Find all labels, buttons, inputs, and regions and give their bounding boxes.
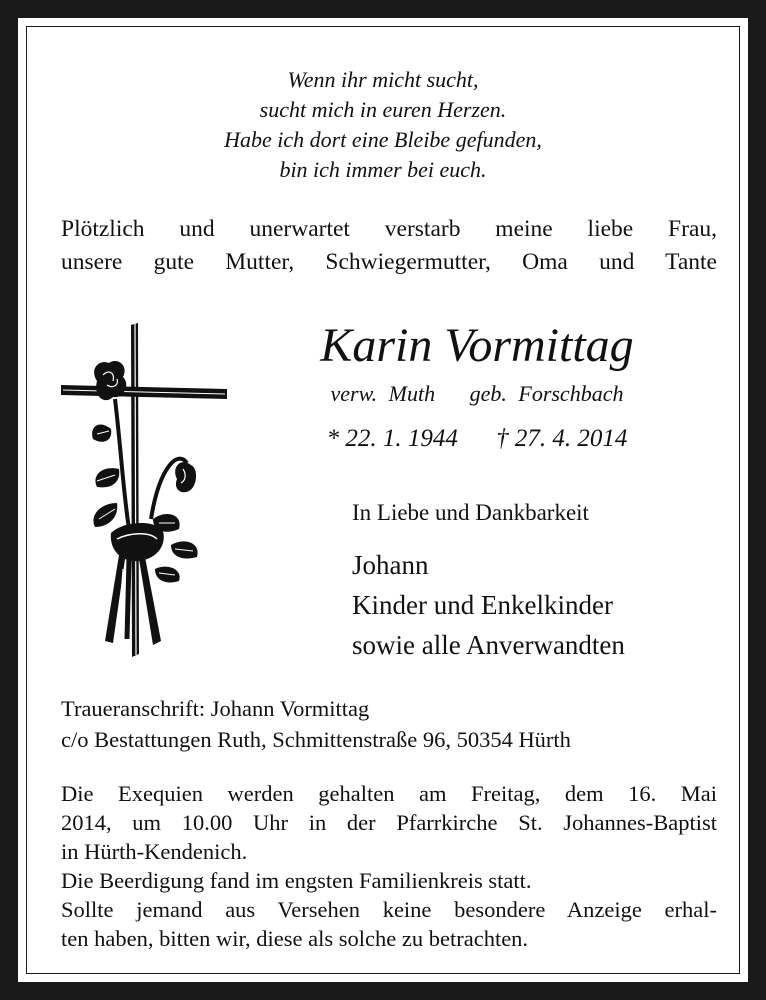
footer-line: ten haben, bitten wir, diese als solche zu betrachten. [61,926,529,951]
address-line: c/o Bestattungen Ruth, Schmittenstraße 96, 50354 Hürth [61,727,571,752]
poem-line: Wenn ihr micht sucht, [287,67,479,92]
deceased-name: Karin Vormittag [320,319,634,372]
intro-line: unsere gute Mutter, Schwiegermutter, Oma und Tante [61,249,717,275]
widowed-name: verw. Muth [330,381,436,406]
mourning-address [61,693,717,755]
intro-line: Plötzlich und unerwartet verstarb meine liebe Frau, [61,216,717,242]
maiden-names [257,379,697,409]
life-dates [257,422,697,456]
address-line: Traueranschrift: Johann Vormittag [61,696,370,721]
footer-line: Sollte jemand aus Versehen keine besondere Anzeige erhal- [61,897,717,922]
mourners-list [352,545,625,665]
birth-name: geb. Forschbach [469,381,624,406]
footer-line: 2014, um 10.00 Uhr in der Pfarrkirche St. Johannes-Baptist [61,810,717,835]
intro-text [61,213,717,279]
footer-line: in Hürth-Kendenich. [61,839,248,864]
poem-line: sucht mich in euren Herzen. [259,97,507,122]
mourner-line: sowie alle Anverwandten [352,630,625,660]
mourner-line: Johann [352,550,429,580]
mourners-heading: In Liebe und Dankbarkeit [352,500,589,525]
poem-line: Habe ich dort eine Bleibe gefunden, [224,127,542,152]
poem [27,65,739,185]
cross-with-roses-icon [59,319,229,659]
inner-frame [26,26,740,974]
service-information [61,779,717,953]
poem-line: bin ich immer bei euch. [279,157,487,182]
birth-date: * 22. 1. 1944 [326,425,458,452]
footer-line: Die Beerdigung fand im engsten Familienkreis statt. [61,868,532,893]
mourner-line: Kinder und Enkelkinder [352,590,613,620]
death-date: † 27. 4. 2014 [496,425,628,452]
footer-line: Die Exequien werden gehalten am Freitag, dem 16. Mai [61,781,717,806]
